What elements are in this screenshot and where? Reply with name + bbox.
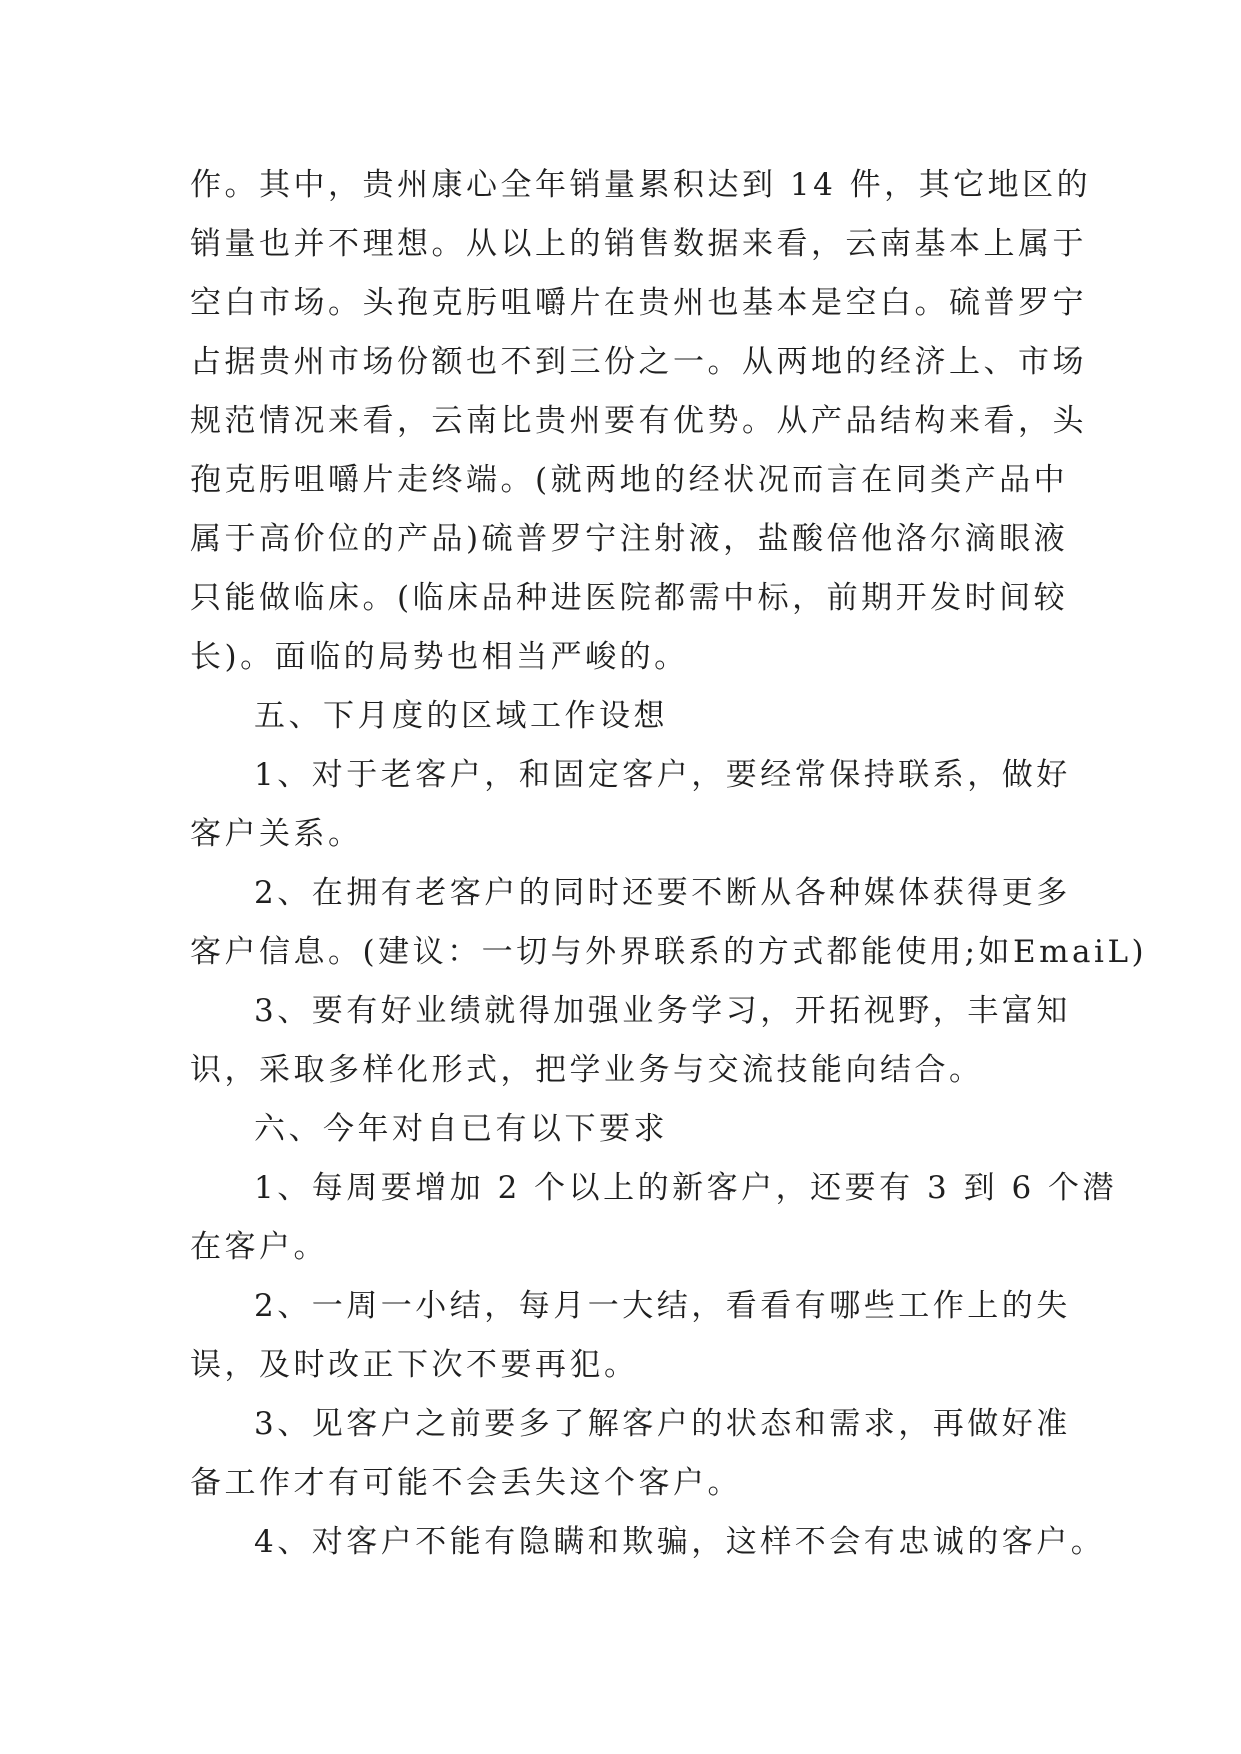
section-heading: 五、下月度的区域工作设想 — [254, 698, 668, 734]
paragraph-line: 作。其中，贵州康心全年销量累积达到 14 件，其它地区的 — [190, 167, 1092, 203]
paragraph-line: 只能做临床。(临床品种进医院都需中标，前期开发时间较 — [190, 580, 1069, 616]
section-heading: 六、今年对自已有以下要求 — [254, 1111, 668, 1147]
paragraph-line: 在客户。 — [190, 1229, 328, 1265]
paragraph-line: 误，及时改正下次不要再犯。 — [190, 1347, 639, 1383]
paragraph-line: 规范情况来看，云南比贵州要有优势。从产品结构来看，头 — [190, 403, 1087, 439]
paragraph-line: 客户信息。(建议：一切与外界联系的方式都能使用;如EmaiL) — [190, 934, 1148, 970]
paragraph-line: 2、在拥有老客户的同时还要不断从各种媒体获得更多 — [254, 875, 1071, 911]
paragraph-line: 4、对客户不能有隐瞒和欺骗，这样不会有忠诚的客户。 — [254, 1524, 1106, 1560]
paragraph-line: 识，采取多样化形式，把学业务与交流技能向结合。 — [190, 1052, 984, 1088]
paragraph-line: 属于高价位的产品)硫普罗宁注射液，盐酸倍他洛尔滴眼液 — [190, 521, 1069, 557]
paragraph-line: 备工作才有可能不会丢失这个客户。 — [190, 1465, 742, 1501]
paragraph-line: 客户关系。 — [190, 816, 363, 852]
paragraph-line: 1、对于老客户，和固定客户，要经常保持联系，做好 — [254, 757, 1071, 793]
paragraph-line: 1、每周要增加 2 个以上的新客户，还要有 3 到 6 个潜 — [254, 1170, 1118, 1206]
paragraph-line: 长)。面临的局势也相当严峻的。 — [190, 639, 689, 675]
paragraph-line: 销量也并不理想。从以上的销售数据来看，云南基本上属于 — [190, 226, 1087, 262]
paragraph-line: 2、一周一小结，每月一大结，看看有哪些工作上的失 — [254, 1288, 1071, 1324]
paragraph-line: 3、要有好业绩就得加强业务学习，开拓视野，丰富知 — [254, 993, 1071, 1029]
paragraph-line: 占据贵州市场份额也不到三份之一。从两地的经济上、市场 — [190, 344, 1087, 380]
paragraph-line: 空白市场。头孢克肟咀嚼片在贵州也基本是空白。硫普罗宁 — [190, 285, 1087, 321]
paragraph-line: 孢克肟咀嚼片走终端。(就两地的经状况而言在同类产品中 — [190, 462, 1069, 498]
paragraph-line: 3、见客户之前要多了解客户的状态和需求，再做好准 — [254, 1406, 1071, 1442]
